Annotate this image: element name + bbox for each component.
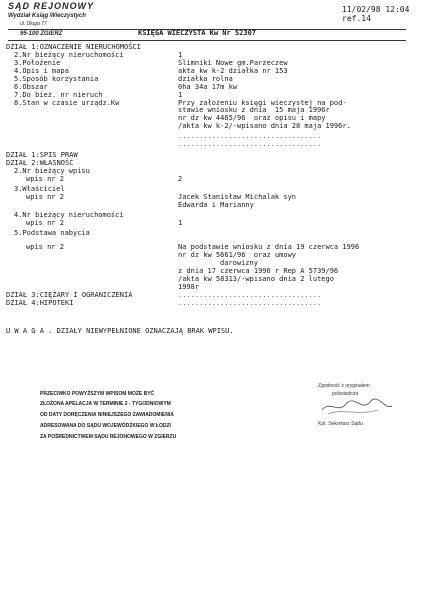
court-stamp-street: ul. Długa 77: [20, 21, 47, 27]
section1-row-label: 3.Położenie: [14, 59, 61, 67]
section1-dots-2: ..................................: [178, 140, 322, 148]
section1-row-value: 1: [178, 51, 183, 59]
section2-row-value: Na podstawie wniosku z dnia 19 czerwca 1996: [178, 243, 360, 251]
section1-row-value: Przy założeniu księgi wieczystej na pod-: [178, 99, 347, 107]
register-title: KSIĘGA WIECZYSTA Kw Nr 52307: [138, 29, 257, 37]
section2-row-value: 1: [178, 219, 183, 227]
section1-row-value: Ślimniki Nowe gm.Parzeczew: [178, 59, 288, 67]
row8-cont-1: stawie wniosku z dnia 15 maja 1996r: [178, 106, 330, 114]
conformity-stamp-line-1: Zgodność z oryginałem: [318, 383, 370, 389]
section1-row-label: 7.Do bież. nr nieruch: [14, 91, 103, 99]
section2-row-label: wpis nr 2: [26, 243, 64, 251]
section2-row-label: wpis nr 2: [26, 219, 64, 227]
section1-row-value: działka rolna: [178, 75, 233, 83]
section4-dots: ..................................: [178, 299, 322, 307]
court-stamp-name: SĄD REJONOWY: [8, 1, 95, 11]
section1-row-label: 8.Stan w czasie urządz.Kw: [14, 99, 120, 107]
section2-title-ownership: DZIAŁ 2:WŁASNOŚĆ: [6, 159, 74, 167]
appeal-stamp-line-4: ADRESOWANA DO SĄDU WOJEWÓDZKIEGO W ŁODZI: [40, 423, 171, 429]
section1-row-label: 4.Opis i mapa: [14, 67, 69, 75]
section1-row-label: 2.Nr bieżący nieruchomości: [14, 51, 124, 59]
section1-row-value: akta kw k-2 działka nr 153: [178, 67, 288, 75]
notice: U W A G A . DZIAŁY NIEWYPEŁNIONE OZNACZAJĄ BRAK WPISU.: [6, 327, 234, 335]
date-time: 11/02/98 12:04: [342, 5, 410, 14]
section1-dots: ..................................: [178, 132, 322, 140]
section1-row-value: 1: [178, 91, 183, 99]
header-rule-bottom: [8, 40, 406, 41]
section2-row-label: 4.Nr bieżący nieruchomości: [14, 211, 124, 219]
signature-scribble: [318, 396, 398, 418]
basis-cont-2: darowizny: [220, 259, 258, 267]
basis-cont-5: 1998r: [178, 283, 200, 291]
conformity-stamp-line-3: Kpt. Sekretarz Sądu: [318, 421, 363, 427]
appeal-stamp-line-3: OD DATY DORĘCZENIA NINIEJSZEGO ZAWIADOMIENIA: [40, 412, 174, 418]
row8-cont-2: nr dz kw 4465/96 oraz opisu i mapy: [178, 114, 326, 122]
section4-title: DZIAŁ 4:HIPOTEKI: [6, 299, 74, 307]
section1-row-label: 6.Obszar: [14, 83, 48, 91]
appeal-stamp-line-1: PRZECIWKO POWYŻSZYM WPISOM MOŻE BYĆ: [40, 391, 155, 397]
basis-cont-4: /akta kw 58313/-wpisano dnia 2 lutego: [178, 275, 334, 283]
section3-dots: ..................................: [178, 291, 322, 299]
section2-row-label: 2.Nr bieżący wpisu: [14, 167, 90, 175]
section2-row-value: Jacek Stanisław Michalak syn: [178, 193, 297, 201]
court-stamp-city: 95-100 ZGIERZ: [20, 31, 63, 37]
section2-title-rights: DZIAŁ 1:SPIS PRAW: [6, 151, 78, 159]
section2-row-label: wpis nr 2: [26, 193, 64, 201]
reference: ref.14: [342, 14, 371, 23]
section1-row-label: 5.Sposób korzystania: [14, 75, 99, 83]
appeal-stamp-line-2: ZŁOŻONA APELACJA W TERMINIE 2 - TYGODNIOWYM: [40, 401, 171, 407]
row8-cont-3: /akta kw k-2/-wpisano dnia 28 maja 1996r.: [178, 122, 351, 130]
basis-cont-3: z dnia 17 czerwca 1996 r Rep A 5739/96: [178, 267, 339, 275]
basis-cont-1: nr dz kw 5661/96 oraz umowy: [178, 251, 297, 259]
section2-row-value: 2: [178, 175, 183, 183]
appeal-stamp-line-5: ZA POŚREDNICTWEM SĄDU REJONOWEGO W ZGIERZU: [40, 434, 177, 440]
section3-title: DZIAŁ 3:CIĘŻARY I OGRANICZENIA: [6, 291, 133, 299]
section2-row-label: 3.Właściciel: [14, 185, 65, 193]
section2-row-label: wpis nr 2: [26, 175, 64, 183]
section1-title: DZIAŁ 1:OZNACZENIE NIERUCHOMOŚCI: [6, 43, 141, 51]
court-stamp-department: Wydział Ksiąg Wieczystych: [8, 13, 86, 19]
section2-row-label: 5.Podstawa nabycia: [14, 229, 90, 237]
conformity-stamp-line-2: poświadcza: [332, 391, 359, 397]
section2-row-value: Edwarda i Marianny: [178, 201, 254, 209]
section1-row-value: 0ha 34a 17m kw: [178, 83, 238, 91]
